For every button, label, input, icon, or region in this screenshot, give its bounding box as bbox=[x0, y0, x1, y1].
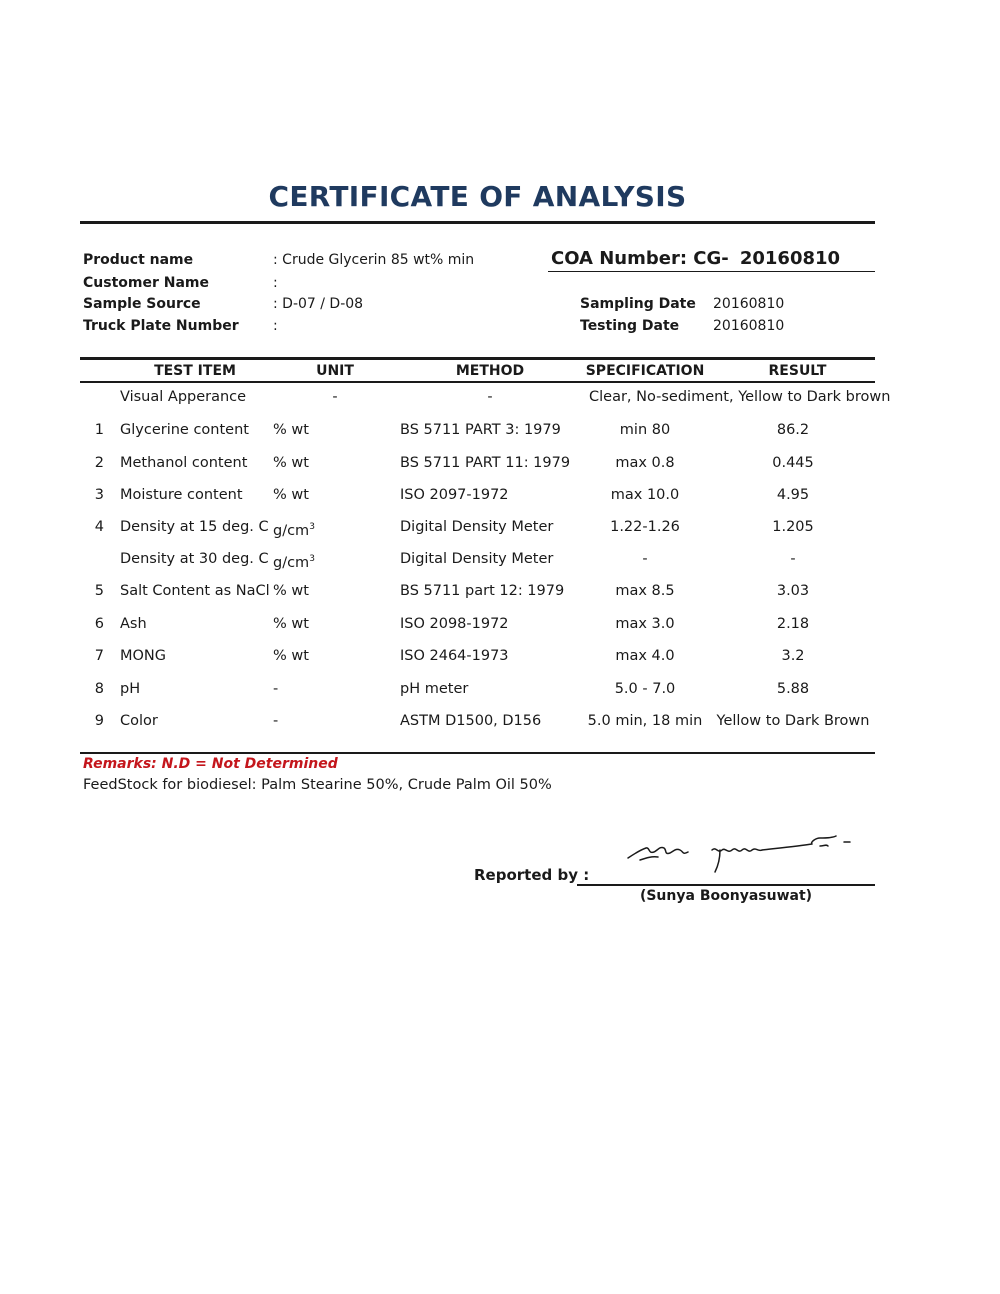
table-row bbox=[0, 389, 1000, 411]
test-item: Ash bbox=[120, 616, 147, 632]
unit: - bbox=[332, 389, 338, 405]
unit: % wt bbox=[273, 583, 309, 599]
test-item: Color bbox=[120, 713, 158, 729]
coa-number-row bbox=[551, 248, 840, 269]
product-name-value: : Crude Glycerin 85 wt% min bbox=[273, 252, 475, 268]
method: ISO 2464-1973 bbox=[400, 648, 509, 664]
specification: 5.0 min, 18 min bbox=[587, 713, 703, 729]
specification: max 4.0 bbox=[615, 648, 675, 664]
specification: max 8.5 bbox=[615, 583, 675, 599]
test-item: Glycerine content bbox=[120, 422, 249, 438]
specification: max 3.0 bbox=[615, 616, 675, 632]
document-title: CERTIFICATE OF ANALYSIS bbox=[268, 180, 687, 213]
unit: % wt bbox=[273, 616, 309, 632]
product-name-label: Product name bbox=[83, 252, 194, 268]
method: Digital Density Meter bbox=[400, 551, 554, 567]
coa-number-value: 20160810 bbox=[739, 248, 841, 269]
result: 2.18 bbox=[776, 616, 810, 632]
result: - bbox=[790, 551, 796, 567]
result: 1.205 bbox=[772, 519, 814, 535]
testing-date-label: Testing Date bbox=[580, 318, 680, 334]
method: BS 5711 part 12: 1979 bbox=[400, 583, 565, 599]
signature-mark bbox=[620, 828, 865, 878]
table-row bbox=[0, 551, 1000, 575]
row-number: 2 bbox=[94, 455, 104, 471]
header-test-item: TEST ITEM bbox=[154, 363, 236, 379]
row-number: 3 bbox=[94, 487, 104, 503]
sampling-date-value: 20160810 bbox=[713, 296, 785, 312]
test-item: Salt Content as NaCl bbox=[120, 583, 270, 599]
sample-source-value: : D-07 / D-08 bbox=[273, 296, 364, 312]
row-number: 7 bbox=[94, 648, 104, 664]
sample-source-label: Sample Source bbox=[83, 296, 201, 312]
specification: min 80 bbox=[619, 422, 671, 438]
unit-base: g/cm bbox=[273, 522, 310, 539]
unit-exponent: 3 bbox=[309, 554, 315, 564]
table-header-rule bbox=[80, 381, 875, 383]
method: BS 5711 PART 11: 1979 bbox=[400, 455, 571, 471]
table-bottom-rule bbox=[80, 752, 875, 754]
test-item: MONG bbox=[120, 648, 167, 664]
unit-base: g/cm bbox=[273, 554, 310, 571]
result: 0.445 bbox=[772, 455, 814, 471]
table-row bbox=[0, 583, 1000, 605]
result: 86.2 bbox=[776, 422, 810, 438]
method: ISO 2098-1972 bbox=[400, 616, 509, 632]
method: BS 5711 PART 3: 1979 bbox=[400, 422, 561, 438]
test-item: Density at 30 deg. C bbox=[120, 551, 269, 567]
coa-underline bbox=[548, 271, 875, 272]
specification: - bbox=[642, 551, 648, 567]
table-row bbox=[0, 519, 1000, 543]
row-number: 8 bbox=[94, 681, 104, 697]
result: Yellow to Dark Brown bbox=[716, 713, 870, 729]
method: - bbox=[487, 389, 493, 405]
unit: - bbox=[273, 681, 279, 697]
header-specification: SPECIFICATION bbox=[585, 363, 705, 379]
unit bbox=[273, 554, 315, 571]
signature-line bbox=[577, 884, 875, 886]
header-method: METHOD bbox=[455, 363, 525, 379]
unit bbox=[273, 522, 315, 539]
table-row bbox=[0, 455, 1000, 477]
table-row bbox=[0, 681, 1000, 703]
result: 3.03 bbox=[776, 583, 810, 599]
test-item: Methanol content bbox=[120, 455, 248, 471]
row-number: 6 bbox=[94, 616, 104, 632]
method: pH meter bbox=[400, 681, 469, 697]
specification: max 0.8 bbox=[615, 455, 675, 471]
truck-plate-label: Truck Plate Number bbox=[83, 318, 239, 334]
reported-by-label: Reported by : bbox=[474, 866, 590, 884]
customer-name-label: Customer Name bbox=[83, 275, 209, 291]
result: 5.88 bbox=[776, 681, 810, 697]
row-number: 5 bbox=[94, 583, 104, 599]
table-row bbox=[0, 422, 1000, 444]
unit: % wt bbox=[273, 487, 309, 503]
table-row bbox=[0, 648, 1000, 670]
test-item: Density at 15 deg. C bbox=[120, 519, 269, 535]
table-top-rule bbox=[80, 357, 875, 360]
coa-number-label: COA Number: CG- bbox=[551, 248, 729, 269]
unit: % wt bbox=[273, 422, 309, 438]
test-item: Visual Apperance bbox=[120, 389, 247, 405]
test-item: pH bbox=[120, 681, 141, 697]
signer-name: (Sunya Boonyasuwat) bbox=[639, 888, 813, 904]
header-unit: UNIT bbox=[316, 363, 354, 379]
remarks-note: Remarks: N.D = Not Determined bbox=[83, 756, 338, 772]
specification: max 10.0 bbox=[610, 487, 680, 503]
result: 3.2 bbox=[781, 648, 805, 664]
unit: % wt bbox=[273, 455, 309, 471]
table-row bbox=[0, 487, 1000, 509]
unit-exponent: 3 bbox=[309, 522, 315, 532]
row-number: 9 bbox=[94, 713, 104, 729]
result: 4.95 bbox=[776, 487, 810, 503]
specification: Clear, No-sediment, Yellow to Dark brown bbox=[589, 389, 891, 405]
table-row bbox=[0, 713, 1000, 735]
testing-date-value: 20160810 bbox=[713, 318, 785, 334]
table-row bbox=[0, 616, 1000, 638]
specification: 1.22-1.26 bbox=[610, 519, 680, 535]
method: Digital Density Meter bbox=[400, 519, 554, 535]
customer-name-value: : bbox=[273, 275, 278, 291]
row-number: 4 bbox=[94, 519, 104, 535]
title-divider bbox=[80, 221, 875, 224]
test-item: Moisture content bbox=[120, 487, 243, 503]
header-result: RESULT bbox=[768, 363, 827, 379]
method: ASTM D1500, D156 bbox=[400, 713, 542, 729]
feedstock-note: FeedStock for biodiesel: Palm Stearine 50%, Crude Palm Oil 50% bbox=[83, 777, 552, 793]
truck-plate-value: : bbox=[273, 318, 278, 334]
row-number: 1 bbox=[94, 422, 104, 438]
unit: - bbox=[273, 713, 279, 729]
sampling-date-label: Sampling Date bbox=[580, 296, 696, 312]
method: ISO 2097-1972 bbox=[400, 487, 509, 503]
unit: % wt bbox=[273, 648, 309, 664]
specification: 5.0 - 7.0 bbox=[614, 681, 676, 697]
